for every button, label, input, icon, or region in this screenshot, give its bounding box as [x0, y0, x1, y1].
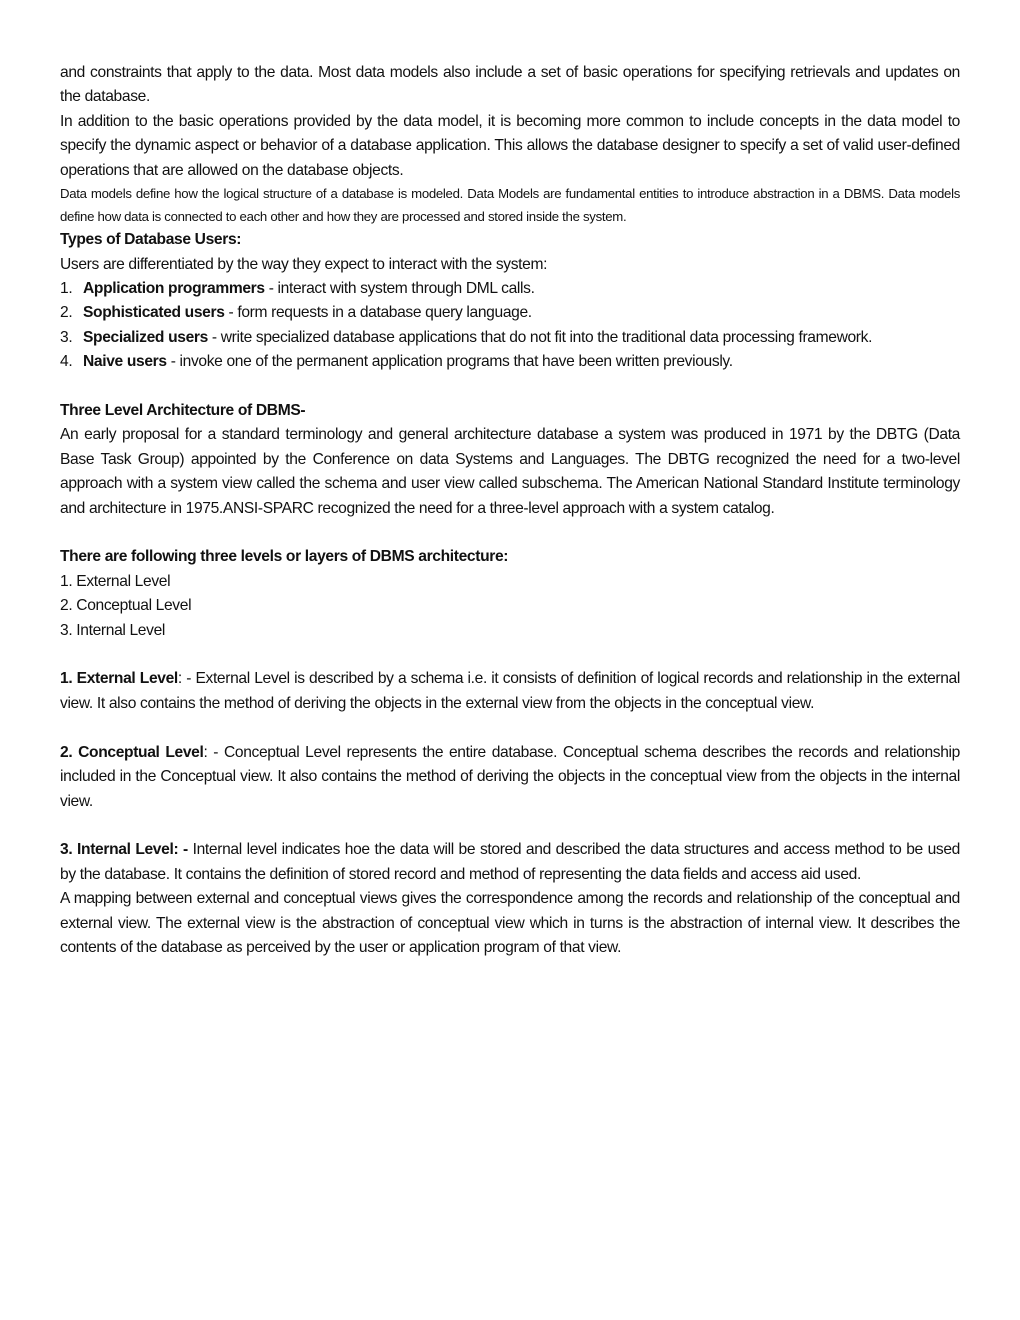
heading-types-of-users: Types of Database Users: — [60, 231, 242, 249]
users-list — [60, 277, 960, 375]
paragraph-user-defined-ops: In addition to the basic operations provided by the data model, it is becoming more common to include concepts in the data model to specify the dynamic aspect or behavior of a database application. This allows the database designer to specify a set of valid user-defined operations that are allowed on the database objects. — [60, 112, 960, 179]
document-page — [60, 61, 960, 960]
level-item: 1. External Level — [60, 572, 171, 590]
heading-levels: There are following three levels or layers of DBMS architecture: — [60, 548, 509, 566]
paragraph-mapping: A mapping between external and conceptual views gives the correspondence among the records and relationship of the conceptual and external view. The external view is the abstraction of conceptual view which in turns is the abstraction of internal view. It describes the contents of the database as perceived by the user or application program of that view. — [60, 890, 960, 956]
paragraph-data-model-ops: and constraints that apply to the data. Most data models also include a set of basic operations for specifying retrievals and updates on the database. — [60, 64, 960, 106]
list-item: 4. Naive users - invoke one of the permanent application programs that have been written previously. — [60, 353, 733, 371]
users-intro: Users are differentiated by the way they expect to interact with the system: — [60, 255, 548, 273]
list-item: 3. Specialized users - write specialized database applications that do not fit into the traditional data processing framework. — [60, 328, 873, 346]
level-item: 3. Internal Level — [60, 621, 166, 639]
paragraph-architecture: An early proposal for a standard terminology and general architecture database a system was produced in 1971 by the DBTG (Data Base Task Group) appointed by the Conference on data Systems and Languages. The DBTG recognized the need for a two-level approach with a system view called the schema and user view called subschema. The American National Standard Institute terminology and architecture in 1975.ANSI-SPARC recognized the need for a three-level approach with a system catalog. — [60, 426, 960, 517]
list-item: 1. Application programmers - interact with system through DML calls. — [60, 280, 535, 298]
list-item: 2. Sophisticated users - form requests in a database query language. — [60, 304, 532, 322]
paragraph-data-models-define: Data models define how the logical structure of a database is modeled. Data Models are fundamental entities to introduce abstraction in a DBMS. Data models define how data is connected to each other and how they are processed and stored inside the system. — [60, 186, 960, 224]
paragraph-internal-level: 3. Internal Level: - Internal level indicates hoe the data will be stored and described the data structures and access method to be used by the database. It contains the definition of stored record and method of representing the data fields and access aid used. — [60, 841, 960, 883]
paragraph-external-level: 1. External Level: - External Level is described by a schema i.e. it consists of definition of logical records and relationship in the external view. It also contains the method of deriving the objects in the external view from the objects in the conceptual view. — [60, 670, 960, 712]
paragraph-conceptual-level: 2. Conceptual Level: - Conceptual Level represents the entire database. Conceptual schema describes the records and relationship included in the Conceptual view. It also contains the method of deriving the objects in the conceptual view from the objects in the internal view. — [60, 743, 960, 810]
level-item: 2. Conceptual Level — [60, 597, 192, 615]
heading-three-level-architecture: Three Level Architecture of DBMS- — [60, 402, 306, 420]
